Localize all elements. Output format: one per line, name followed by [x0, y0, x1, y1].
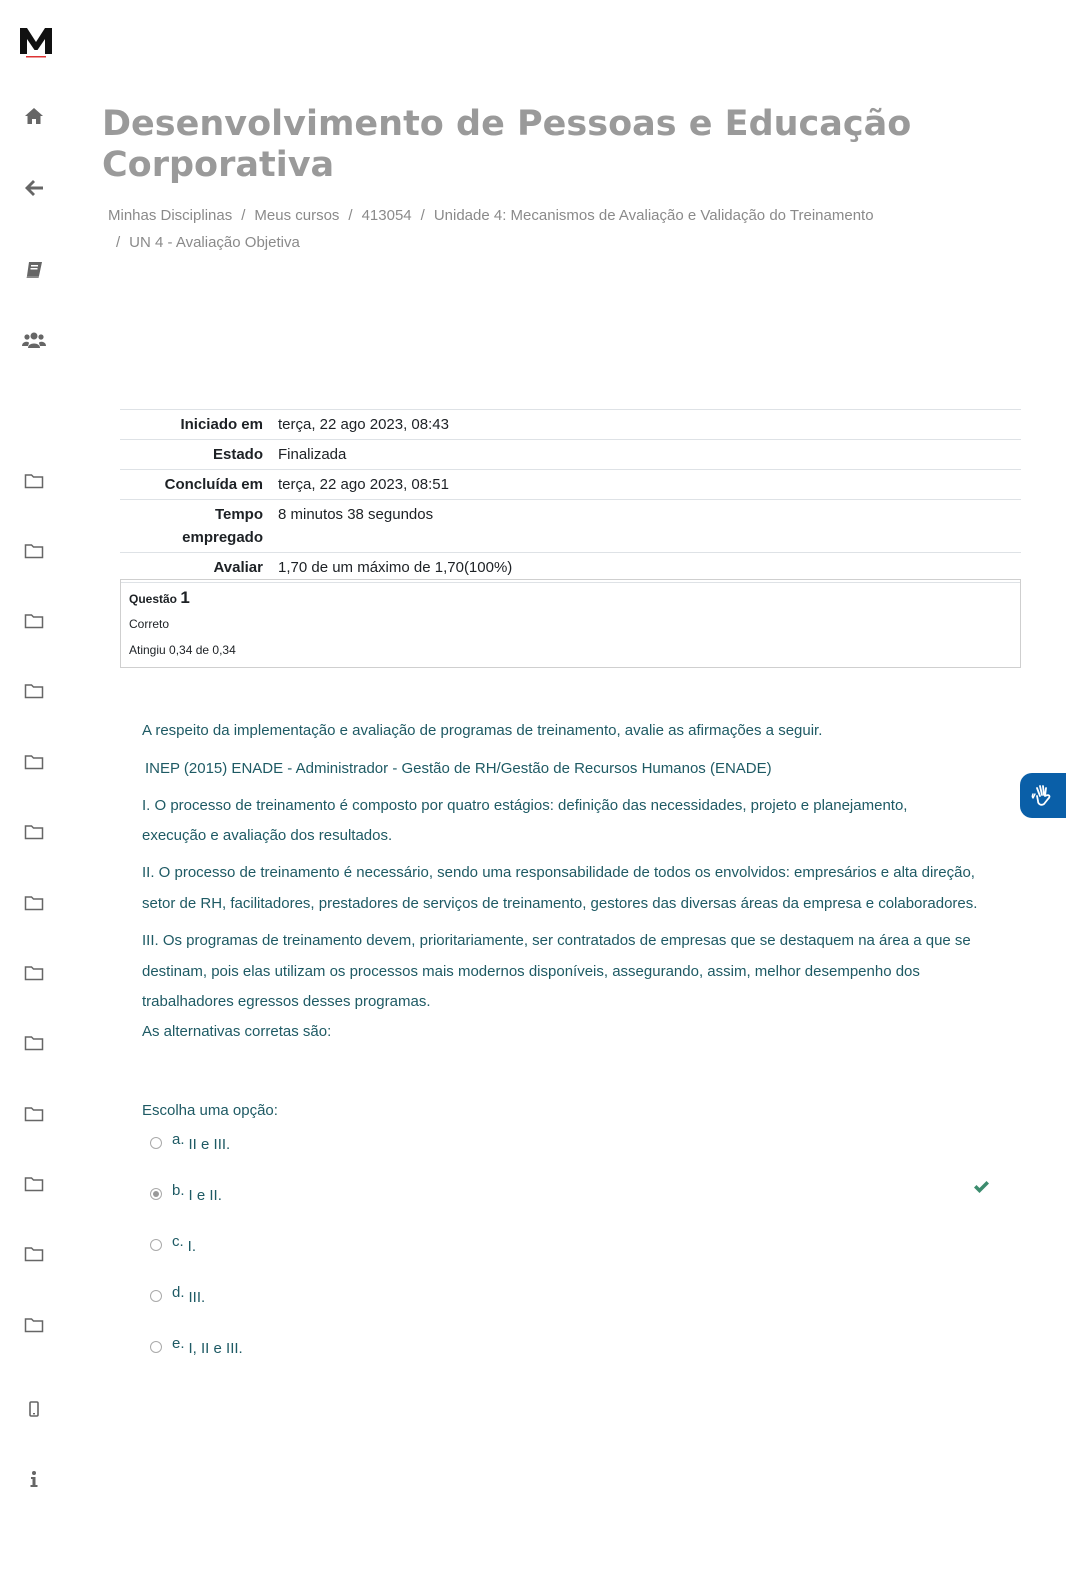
breadcrumb-item[interactable]: Unidade 4: Mecanismos de Avaliação e Validação do Treinamento: [433, 207, 874, 224]
breadcrumb-separator: /: [420, 207, 425, 224]
question-ask: As alternativas corretas são:: [142, 1022, 332, 1040]
answer-prompt: Escolha uma opção:: [142, 1102, 278, 1119]
correct-check-icon: [973, 1180, 990, 1199]
folder-icon[interactable]: [20, 677, 48, 705]
option-text: I, II e III.: [188, 1340, 243, 1357]
folder-icon[interactable]: [20, 467, 48, 495]
folder-icon[interactable]: [20, 1029, 48, 1057]
summary-row: [120, 500, 1021, 553]
question-number: [129, 588, 190, 608]
time-label-line1: Tempo: [214, 506, 263, 523]
breadcrumb-item[interactable]: 413054: [361, 207, 412, 224]
radio-button[interactable]: [150, 1290, 162, 1302]
answer-option-e[interactable]: [150, 1335, 243, 1360]
question-info-box: [120, 579, 1021, 668]
grade-value: 1,70 de um máximo de 1,70(100%): [278, 559, 513, 576]
started-label: Iniciado em: [180, 416, 263, 433]
breadcrumb-item[interactable]: Meus cursos: [254, 207, 340, 224]
radio-button[interactable]: [150, 1341, 162, 1353]
breadcrumb-separator: /: [348, 207, 353, 224]
question-text: [142, 716, 992, 1044]
question-number-value: 1: [180, 588, 190, 607]
question-status: Correto: [129, 617, 170, 631]
time-label-line2: empregado: [182, 529, 263, 546]
statement-1: I. O processo de treinamento é composto por quatro estágios: definição das necessidades, projeto e planejamento, execução e avaliação dos resultados.: [142, 797, 908, 844]
mobile-icon[interactable]: [20, 1395, 48, 1423]
breadcrumb-separator: /: [116, 234, 121, 251]
home-icon[interactable]: [20, 102, 48, 130]
answer-option-d[interactable]: [150, 1284, 206, 1309]
option-text: II e III.: [188, 1136, 231, 1153]
folder-icon[interactable]: [20, 607, 48, 635]
breadcrumb-item-current[interactable]: UN 4 - Avaliação Objetiva: [129, 234, 300, 251]
question-label: Questão: [129, 592, 178, 606]
answer-option-b[interactable]: [150, 1182, 222, 1207]
time-label: [120, 500, 278, 553]
option-letter: b.: [172, 1182, 185, 1199]
sign-language-widget-button[interactable]: [1020, 773, 1066, 818]
radio-button[interactable]: [150, 1137, 162, 1149]
statement-3: III. Os programas de treinamento devem, prioritariamente, ser contratados de empresas que se destaquem na área a que se destinam, pois elas utilizam os processos mais modernos disponíveis, assegurando, assim, melhor desempenho dos trabalhadores egressos desses programas.: [142, 932, 971, 1010]
breadcrumb-item[interactable]: Minhas Disciplinas: [108, 207, 233, 224]
breadcrumb-separator: /: [241, 207, 246, 224]
book-icon[interactable]: [20, 256, 48, 284]
question-source: INEP (2015) ENADE - Administrador - Gestão de RH/Gestão de Recursos Humanos (ENADE): [145, 760, 772, 777]
folder-icon[interactable]: [20, 889, 48, 917]
folder-icon[interactable]: [20, 1311, 48, 1339]
started-value: terça, 22 ago 2023, 08:43: [278, 416, 449, 433]
question-intro: A respeito da implementação e avaliação de programas de treinamento, avalie as afirmações a seguir.: [142, 722, 823, 739]
breadcrumb: [108, 202, 1008, 256]
users-icon[interactable]: [20, 326, 48, 354]
folder-icon[interactable]: [20, 748, 48, 776]
time-value: 8 minutos 38 segundos: [278, 506, 434, 523]
option-letter: a.: [172, 1131, 185, 1148]
folder-icon[interactable]: [20, 818, 48, 846]
logo-mark: [18, 22, 54, 58]
attempt-summary-table: [120, 409, 1021, 583]
state-value: Finalizada: [278, 446, 347, 463]
site-logo[interactable]: [18, 22, 54, 58]
completed-value: terça, 22 ago 2023, 08:51: [278, 476, 449, 493]
folder-icon[interactable]: [20, 1170, 48, 1198]
state-label: Estado: [212, 446, 263, 463]
summary-row: [120, 470, 1021, 500]
summary-row: [120, 440, 1021, 470]
radio-button[interactable]: [150, 1239, 162, 1251]
sign-language-hands-icon: [1029, 782, 1057, 810]
option-text: I e II.: [188, 1187, 222, 1204]
folder-icon[interactable]: [20, 959, 48, 987]
answer-option-a[interactable]: [150, 1131, 231, 1156]
option-text: III.: [188, 1289, 206, 1306]
question-grade: Atingiu 0,34 de 0,34: [129, 643, 236, 657]
summary-row: [120, 410, 1021, 440]
folder-icon[interactable]: [20, 1240, 48, 1268]
sidebar: [0, 0, 68, 1571]
info-icon[interactable]: [20, 1465, 48, 1493]
summary-row: [120, 553, 1021, 583]
answer-option-c[interactable]: [150, 1233, 197, 1258]
statement-2: II. O processo de treinamento é necessário, sendo uma responsabilidade de todos os envolvidos: empresários e alta direção, setor de RH, facilitadores, prestadores de serviços de treinamento, gestores das diversas áreas da empresa e colaboradores.: [142, 864, 978, 912]
option-letter: c.: [172, 1233, 184, 1250]
back-arrow-icon[interactable]: [20, 174, 48, 202]
completed-label: Concluída em: [164, 476, 263, 493]
radio-button-selected[interactable]: [150, 1188, 162, 1200]
folder-icon[interactable]: [20, 537, 48, 565]
grade-label: Avaliar: [213, 559, 263, 576]
page-title: Desenvolvimento de Pessoas e Educação Corporativa: [102, 104, 912, 185]
option-letter: d.: [172, 1284, 185, 1301]
folder-icon[interactable]: [20, 1100, 48, 1128]
option-letter: e.: [172, 1335, 185, 1352]
option-text: I.: [187, 1238, 197, 1255]
